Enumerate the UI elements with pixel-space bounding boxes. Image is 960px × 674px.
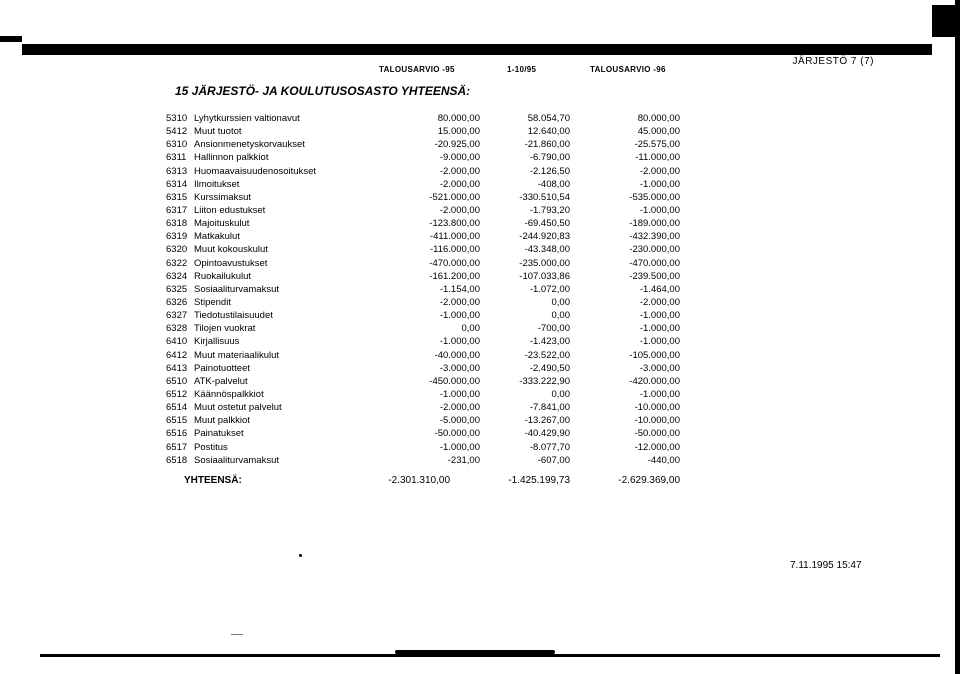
budget-96-cell: -1.464,00: [639, 283, 680, 295]
budget-96-cell: -432.390,00: [629, 231, 680, 243]
account-code: 6326: [166, 296, 188, 308]
account-name: Lyhytkurssien valtionavut: [194, 113, 300, 124]
actual-95-cell: -7.841,00: [529, 402, 570, 414]
table-row: [166, 414, 686, 427]
budget-95-cell: 0,00: [461, 323, 480, 335]
budget-95-cell: -231,00: [447, 454, 480, 466]
budget-95-cell: -1.000,00: [439, 336, 480, 348]
budget-96-cell: -1.000,00: [639, 178, 680, 190]
actual-95-cell: 0,00: [551, 310, 570, 322]
table-row: [166, 388, 686, 401]
budget-95-cell: -2.000,00: [439, 296, 480, 308]
table-row: [166, 375, 686, 388]
total-label: YHTEENSÄ:: [184, 475, 242, 486]
account-code: 6318: [166, 218, 188, 230]
budget-96-cell: -12.000,00: [634, 441, 680, 453]
table-row: [166, 165, 686, 178]
account-code: 6313: [166, 165, 188, 177]
budget-96-cell: -1.000,00: [639, 204, 680, 216]
account-name: Käännöspalkkiot: [194, 388, 264, 400]
actual-95-cell: -1.793,20: [529, 204, 570, 216]
column-header-budget-96: TALOUSARVIO -96: [590, 65, 666, 74]
account-name: Muut palkkiot: [194, 415, 250, 427]
actual-95-cell: -2.490,50: [529, 362, 570, 374]
budget-95-cell: -5.000,00: [439, 415, 480, 427]
budget-96-cell: -1.000,00: [639, 388, 680, 400]
scan-artifact-left: [0, 36, 22, 42]
table-row: [166, 125, 686, 138]
table-row: [166, 270, 686, 283]
account-code: 5310: [166, 113, 188, 124]
budget-96-cell: -420.000,00: [629, 375, 680, 387]
actual-95-cell: -1.072,00: [529, 283, 570, 295]
budget-96-cell: -10.000,00: [634, 415, 680, 427]
account-code: 6412: [166, 349, 188, 361]
account-code: 6516: [166, 428, 188, 440]
account-name: Sosiaaliturvamaksut: [194, 283, 280, 295]
table-row: [166, 309, 686, 322]
budget-95-cell: -50.000,00: [434, 428, 480, 440]
table-row: [166, 441, 686, 454]
account-code: 6317: [166, 204, 188, 216]
account-code: 6510: [166, 375, 188, 387]
account-name: Painatukset: [194, 428, 244, 440]
budget-96-cell: -535.000,00: [629, 191, 680, 203]
total-budget-95: -2.301.310,00: [388, 475, 450, 486]
account-code: 6311: [166, 152, 187, 164]
table-row: [166, 138, 686, 151]
actual-95-cell: -69.450,50: [524, 218, 570, 230]
total-actual-95: -1.425.199,73: [508, 475, 570, 486]
account-code: 6327: [166, 310, 188, 322]
table-row: [166, 257, 686, 270]
budget-95-cell: -2.000,00: [439, 165, 480, 177]
budget-96-cell: -25.575,00: [634, 139, 680, 151]
budget-96-cell: -1.000,00: [639, 310, 680, 322]
account-name: Painotuotteet: [194, 362, 250, 374]
budget-95-cell: -411.000,00: [429, 231, 480, 243]
actual-95-cell: 58.054,70: [527, 113, 570, 124]
table-row: [166, 112, 686, 125]
budget-95-cell: -2.000,00: [439, 178, 480, 190]
account-name: Ansionmenetyskorvaukset: [194, 139, 305, 151]
table-row: [166, 217, 686, 230]
budget-95-cell: -9.000,00: [439, 152, 480, 164]
budget-95-cell: -521.000,00: [429, 191, 480, 203]
account-name: Hallinnon palkkiot: [194, 152, 269, 164]
account-code: 6518: [166, 454, 188, 466]
budget-96-cell: -189.000,00: [629, 218, 680, 230]
table-row: [166, 349, 686, 362]
account-code: 6410: [166, 336, 188, 348]
account-name: Kurssimaksut: [194, 191, 252, 203]
actual-95-cell: -235.000,00: [519, 257, 570, 269]
account-name: Liiton edustukset: [194, 204, 266, 216]
column-header-budget-95: TALOUSARVIO -95: [379, 65, 455, 74]
account-name: Kirjallisuus: [194, 336, 240, 348]
budget-95-cell: -3.000,00: [439, 362, 480, 374]
budget-95-cell: -1.000,00: [439, 388, 480, 400]
actual-95-cell: -408,00: [537, 178, 570, 190]
account-name: Opintoavustukset: [194, 257, 268, 269]
budget-96-cell: -10.000,00: [634, 402, 680, 414]
account-name: Matkakulut: [194, 231, 240, 243]
budget-96-cell: -2.000,00: [639, 165, 680, 177]
total-budget-96: -2.629.369,00: [618, 475, 680, 486]
account-name: Ilmoitukset: [194, 178, 240, 190]
account-name: Muut materiaalikulut: [194, 349, 280, 361]
account-code: 5412: [166, 126, 188, 138]
account-name: Muut tuotot: [194, 126, 242, 138]
budget-95-cell: -2.000,00: [439, 204, 480, 216]
header-rule: [22, 44, 932, 55]
page-title: 15 JÄRJESTÖ- JA KOULUTUSOSASTO YHTEENSÄ:: [175, 84, 471, 98]
budget-96-cell: -3.000,00: [639, 362, 680, 374]
footer-rule: [40, 654, 940, 657]
budget-95-cell: -161.200,00: [429, 270, 480, 282]
table-row: [166, 283, 686, 296]
account-name: Muut kokouskulut: [194, 244, 268, 256]
budget-96-cell: 80.000,00: [637, 113, 680, 124]
budget-96-cell: -50.000,00: [634, 428, 680, 440]
actual-95-cell: 0,00: [551, 296, 570, 308]
table-row: [166, 296, 686, 309]
table-row: [166, 178, 686, 191]
actual-95-cell: -107.033,86: [519, 270, 570, 282]
actual-95-cell: -6.790,00: [529, 152, 570, 164]
scan-speck: [299, 554, 302, 557]
account-name: Muut ostetut palvelut: [194, 402, 282, 414]
actual-95-cell: 12.640,00: [527, 126, 570, 138]
budget-95-cell: -2.000,00: [439, 402, 480, 414]
table-row: [166, 243, 686, 256]
budget-95-cell: -20.925,00: [434, 139, 480, 151]
actual-95-cell: -1.423,00: [529, 336, 570, 348]
account-name: Huomaavaisuudenosoitukset: [194, 165, 316, 177]
table-row: [166, 427, 686, 440]
account-name: Ruokailukulut: [194, 270, 252, 282]
page-label: JÄRJESTÖ 7 (7): [792, 56, 874, 67]
account-code: 6514: [166, 402, 188, 414]
table-row: [166, 230, 686, 243]
account-code: 6315: [166, 191, 188, 203]
account-name: Stipendit: [194, 296, 231, 308]
account-name: Tilojen vuokrat: [194, 323, 256, 335]
actual-95-cell: -43.348,00: [524, 244, 570, 256]
table-row: [166, 322, 686, 335]
actual-95-cell: -23.522,00: [524, 349, 570, 361]
budget-95-cell: -116.000,00: [429, 244, 480, 256]
account-code: 6325: [166, 283, 188, 295]
account-code: 6324: [166, 270, 188, 282]
table-row: [166, 151, 686, 164]
table-row: [166, 401, 686, 414]
budget-table: [166, 112, 686, 467]
budget-95-cell: -123.800,00: [429, 218, 480, 230]
account-name: Tiedotustilaisuudet: [194, 310, 273, 322]
account-code: 6515: [166, 415, 188, 427]
print-timestamp: 7.11.1995 15:47: [790, 560, 862, 571]
actual-95-cell: -8.077,70: [529, 441, 570, 453]
budget-96-cell: 45.000,00: [637, 126, 680, 138]
actual-95-cell: -2.126,50: [529, 165, 570, 177]
budget-95-cell: -450.000,00: [429, 375, 480, 387]
account-code: 6319: [166, 231, 188, 243]
account-name: Sosiaaliturvamaksut: [194, 454, 280, 466]
table-row: [166, 335, 686, 348]
account-code: 6310: [166, 139, 188, 151]
budget-96-cell: -470.000,00: [629, 257, 680, 269]
budget-95-cell: -1.154,00: [439, 283, 480, 295]
budget-96-cell: -1.000,00: [639, 336, 680, 348]
account-name: ATK-palvelut: [194, 375, 248, 387]
total-row: [166, 474, 686, 488]
account-code: 6314: [166, 178, 188, 190]
actual-95-cell: -244.920,83: [519, 231, 570, 243]
budget-96-cell: -230.000,00: [629, 244, 680, 256]
account-name: Majoituskulut: [194, 218, 250, 230]
budget-96-cell: -105.000,00: [629, 349, 680, 361]
budget-95-cell: -40.000,00: [434, 349, 480, 361]
account-code: 6517: [166, 441, 188, 453]
table-row: [166, 454, 686, 467]
budget-96-cell: -2.000,00: [639, 296, 680, 308]
budget-96-cell: -11.000,00: [635, 152, 680, 164]
account-name: Postitus: [194, 441, 228, 453]
table-row: [166, 204, 686, 217]
scan-mark: [231, 634, 243, 635]
budget-95-cell: -1.000,00: [439, 310, 480, 322]
table-row: [166, 362, 686, 375]
budget-95-cell: 80.000,00: [437, 113, 480, 124]
actual-95-cell: -700,00: [537, 323, 570, 335]
budget-96-cell: -440,00: [647, 454, 680, 466]
budget-95-cell: -470.000,00: [429, 257, 480, 269]
scan-edge-right: [955, 0, 960, 674]
account-code: 6322: [166, 257, 188, 269]
actual-95-cell: -330.510,54: [519, 191, 570, 203]
actual-95-cell: -13.267,00: [524, 415, 570, 427]
budget-96-cell: -239.500,00: [629, 270, 680, 282]
account-code: 6413: [166, 362, 188, 374]
account-code: 6320: [166, 244, 188, 256]
budget-95-cell: 15.000,00: [437, 126, 480, 138]
actual-95-cell: -607,00: [537, 454, 570, 466]
account-code: 6512: [166, 388, 188, 400]
account-code: 6328: [166, 323, 188, 335]
budget-95-cell: -1.000,00: [439, 441, 480, 453]
actual-95-cell: 0,00: [551, 388, 570, 400]
column-header-actual-1-10-95: 1-10/95: [507, 65, 537, 74]
actual-95-cell: -40.429,90: [524, 428, 570, 440]
budget-96-cell: -1.000,00: [639, 323, 680, 335]
actual-95-cell: -333.222,90: [519, 375, 570, 387]
table-row: [166, 191, 686, 204]
actual-95-cell: -21.860,00: [524, 139, 570, 151]
